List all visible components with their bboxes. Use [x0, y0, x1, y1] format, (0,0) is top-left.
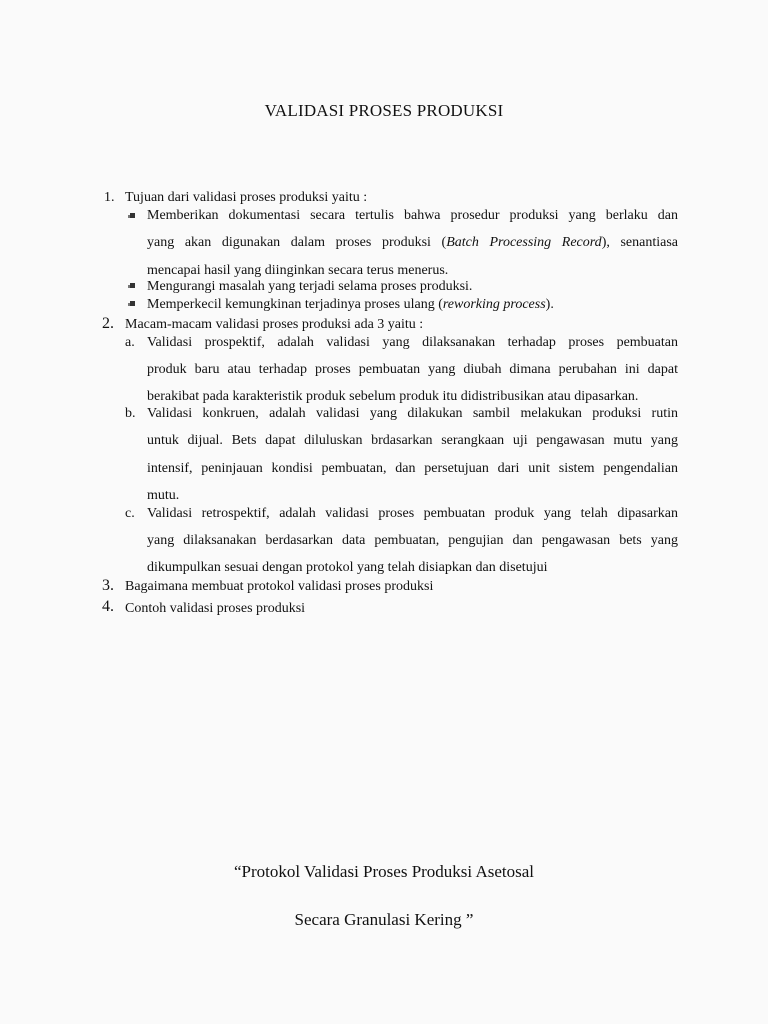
item-number-1: 1. [104, 190, 115, 205]
subitem-letter-c: c. [125, 506, 135, 521]
bullet-1-line-1: Memberikan dokumentasi secara tertulis bahwa prosedur produksi yang berlaku dan [147, 208, 678, 223]
subitem-b-line-4: mutu. [147, 488, 180, 503]
quote-line-1: “Protokol Validasi Proses Produksi Asetosal [233, 862, 535, 881]
subitem-b-line-2: untuk dijual. Bets dapat diluluskan brdasarkan serangkaan uji pengawasan mutu yang [147, 433, 678, 448]
bullet-icon [130, 301, 135, 306]
subitem-letter-b: b. [125, 406, 136, 421]
item-text-2: Macam-macam validasi proses produksi ada 3 yaitu : [125, 317, 424, 332]
subitem-a-line-2: produk baru atau terhadap proses pembuatan yang diubah dimana perubahan ini dapat [147, 362, 678, 377]
bullet-2-line-1: Mengurangi masalah yang terjadi selama proses produksi. [147, 279, 473, 294]
subitem-c-line-2: yang dilaksanakan berdasarkan data pembuatan, pengujian dan pengawasan bets yang [147, 533, 678, 548]
bullet-1-line-2: yang akan digunakan dalam proses produksi (Batch Processing Record), senantiasa [147, 235, 678, 250]
subitem-c-line-1: Validasi retrospektif, adalah validasi proses pembuatan produk yang telah dipasarkan [147, 506, 678, 521]
subitem-a-line-1: Validasi prospektif, adalah validasi yang dilaksanakan terhadap proses pembuatan [147, 335, 678, 350]
item-text-3: Bagaimana membuat protokol validasi proses produksi [125, 579, 434, 594]
bullet-icon [130, 283, 135, 288]
bullet-1-line-3: mencapai hasil yang diinginkan secara terus menerus. [147, 263, 449, 278]
subitem-c-line-3: dikumpulkan sesuai dengan protokol yang telah disiapkan dan disetujui [147, 560, 548, 575]
item-number-3: 3. [102, 577, 114, 594]
item-number-2: 2. [102, 315, 114, 332]
subitem-b-line-3: intensif, peninjauan kondisi pembuatan, dan persetujuan dari unit sistem pengendalian [147, 461, 678, 476]
item-text-1: Tujuan dari validasi proses produksi yaitu : [125, 190, 368, 205]
quote-line-2: Secara Granulasi Kering ” [294, 910, 474, 929]
bullet-icon [130, 213, 135, 218]
subitem-a-line-3: berakibat pada karakteristik produk sebelum produk itu didistribusikan atau dipasarkan. [147, 389, 639, 404]
subitem-letter-a: a. [125, 335, 135, 350]
document-title: VALIDASI PROSES PRODUKSI [264, 101, 504, 120]
subitem-b-line-1: Validasi konkruen, adalah validasi yang dilakukan sambil melakukan produksi rutin [147, 406, 678, 421]
bullet-3-line-1: Memperkecil kemungkinan terjadinya proses ulang (reworking process). [147, 297, 554, 312]
item-number-4: 4. [102, 598, 114, 615]
item-text-4: Contoh validasi proses produksi [125, 601, 306, 616]
